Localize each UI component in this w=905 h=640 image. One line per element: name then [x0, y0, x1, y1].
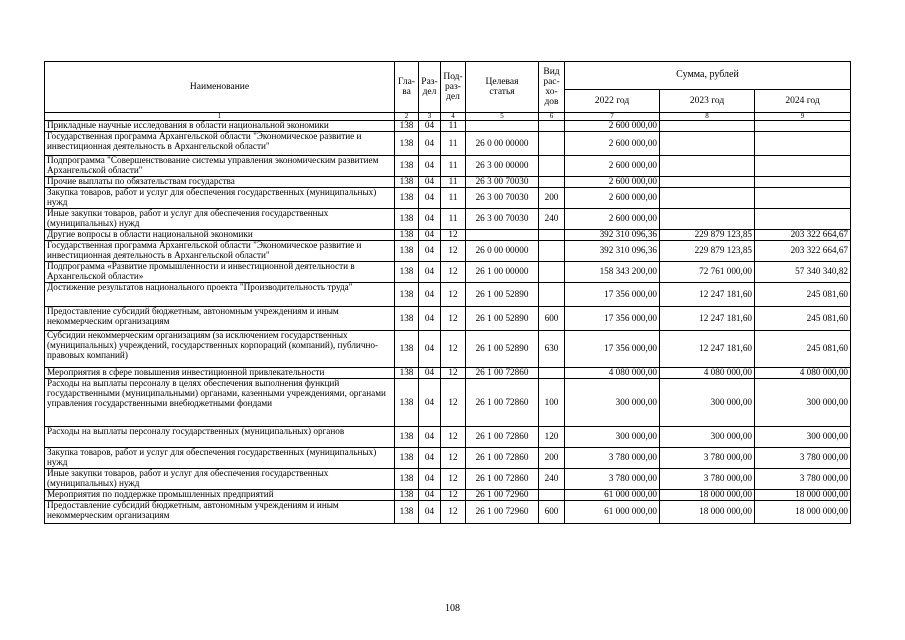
row-sum-2022: 392 310 096,36 [565, 230, 660, 241]
row-sum-2023 [660, 132, 755, 156]
row-razdel: 04 [419, 188, 441, 209]
row-razdel: 04 [419, 156, 441, 177]
row-name: Предоставление субсидий бюджетным, автономным учреждениям и иным некоммерческим организациям [45, 501, 395, 524]
row-podrazdel: 11 [441, 209, 466, 230]
row-razdel: 04 [419, 177, 441, 188]
row-name: Подпрограмма «Развитие промышленности и инвестиционной деятельности в Архангельской области» [45, 262, 395, 283]
row-razdel: 04 [419, 230, 441, 241]
row-target: 26 1 00 72860 [466, 427, 539, 448]
row-sum-2024: 18 000 000,00 [755, 490, 851, 501]
row-vid: 240 [539, 209, 565, 230]
row-sum-2024: 245 081,60 [755, 331, 851, 368]
row-sum-2023: 300 000,00 [660, 379, 755, 427]
table-row [45, 132, 851, 156]
row-glava: 138 [395, 469, 419, 490]
table-row [45, 262, 851, 283]
row-name: Подпрограмма "Совершенствование системы управления экономическим развитием Архангельской области" [45, 156, 395, 177]
row-name: Другие вопросы в области национальной экономики [45, 230, 395, 241]
row-razdel: 04 [419, 469, 441, 490]
header-2022: 2022 год [565, 90, 660, 113]
column-number: 6 [539, 113, 565, 121]
row-podrazdel: 11 [441, 121, 466, 132]
row-target: 26 0 00 00000 [466, 241, 539, 262]
row-target: 26 1 00 52890 [466, 283, 539, 307]
row-name: Государственная программа Архангельской области "Экономическое развитие и инвестиционная деятельность в Архангельской области" [45, 241, 395, 262]
row-sum-2023 [660, 177, 755, 188]
row-sum-2023: 300 000,00 [660, 427, 755, 448]
row-glava: 138 [395, 283, 419, 307]
row-vid [539, 156, 565, 177]
row-podrazdel: 12 [441, 307, 466, 331]
row-sum-2024 [755, 209, 851, 230]
table-row [45, 307, 851, 331]
row-sum-2023: 12 247 181,60 [660, 331, 755, 368]
header-podrazdel: Под- раз- дел [441, 62, 466, 113]
table-row [45, 501, 851, 524]
table-row [45, 209, 851, 230]
header-name: Наименование [45, 62, 395, 113]
row-sum-2023 [660, 188, 755, 209]
row-podrazdel: 12 [441, 241, 466, 262]
table-row [45, 156, 851, 177]
row-sum-2023 [660, 121, 755, 132]
row-sum-2022: 300 000,00 [565, 379, 660, 427]
row-target: 26 1 00 72960 [466, 490, 539, 501]
row-vid [539, 283, 565, 307]
row-sum-2023 [660, 156, 755, 177]
row-sum-2022: 2 600 000,00 [565, 121, 660, 132]
row-razdel: 04 [419, 241, 441, 262]
row-podrazdel: 11 [441, 177, 466, 188]
row-vid [539, 262, 565, 283]
row-glava: 138 [395, 490, 419, 501]
row-sum-2022: 392 310 096,36 [565, 241, 660, 262]
column-number: 3 [419, 113, 441, 121]
row-sum-2024: 203 322 664,67 [755, 230, 851, 241]
row-podrazdel: 12 [441, 379, 466, 427]
header-2023: 2023 год [660, 90, 755, 113]
row-vid [539, 177, 565, 188]
table-row [45, 331, 851, 368]
row-vid [539, 241, 565, 262]
row-name: Закупка товаров, работ и услуг для обеспечения государственных (муниципальных) нужд [45, 448, 395, 469]
row-podrazdel: 12 [441, 283, 466, 307]
row-razdel: 04 [419, 121, 441, 132]
row-podrazdel: 12 [441, 427, 466, 448]
row-vid [539, 132, 565, 156]
row-sum-2024: 245 081,60 [755, 307, 851, 331]
row-name: Иные закупки товаров, работ и услуг для обеспечения государственных (муниципальных) нужд [45, 209, 395, 230]
row-podrazdel: 12 [441, 501, 466, 524]
row-sum-2023 [660, 209, 755, 230]
row-target: 26 3 00 00000 [466, 156, 539, 177]
row-vid: 100 [539, 379, 565, 427]
column-number: 9 [755, 113, 851, 121]
row-target: 26 3 00 70030 [466, 177, 539, 188]
table-row [45, 469, 851, 490]
row-target: 26 1 00 00000 [466, 262, 539, 283]
row-razdel: 04 [419, 490, 441, 501]
row-razdel: 04 [419, 427, 441, 448]
row-name: Государственная программа Архангельской области "Экономическое развитие и инвестиционная деятельность в Архангельской области" [45, 132, 395, 156]
row-target: 26 3 00 70030 [466, 188, 539, 209]
row-glava: 138 [395, 368, 419, 379]
page-number: 108 [445, 603, 460, 614]
row-podrazdel: 11 [441, 156, 466, 177]
column-number-row [45, 113, 851, 121]
row-podrazdel: 11 [441, 132, 466, 156]
row-glava: 138 [395, 121, 419, 132]
row-target [466, 230, 539, 241]
row-sum-2022: 2 600 000,00 [565, 177, 660, 188]
table-row [45, 241, 851, 262]
row-sum-2022: 17 356 000,00 [565, 307, 660, 331]
row-glava: 138 [395, 262, 419, 283]
header-sum: Сумма, рублей [565, 62, 851, 90]
table-row [45, 379, 851, 427]
row-sum-2022: 4 080 000,00 [565, 368, 660, 379]
row-podrazdel: 12 [441, 469, 466, 490]
row-sum-2023: 12 247 181,60 [660, 283, 755, 307]
column-number: 5 [466, 113, 539, 121]
row-target: 26 1 00 72860 [466, 379, 539, 427]
row-sum-2024: 3 780 000,00 [755, 448, 851, 469]
row-target: 26 1 00 72960 [466, 501, 539, 524]
row-sum-2022: 2 600 000,00 [565, 132, 660, 156]
row-sum-2024 [755, 156, 851, 177]
row-name: Прикладные научные исследования в области национальной экономики [45, 121, 395, 132]
row-sum-2024 [755, 177, 851, 188]
row-sum-2024: 18 000 000,00 [755, 501, 851, 524]
row-vid: 240 [539, 469, 565, 490]
table-row [45, 368, 851, 379]
row-sum-2024: 300 000,00 [755, 379, 851, 427]
column-number: 7 [565, 113, 660, 121]
row-glava: 138 [395, 209, 419, 230]
row-sum-2022: 61 000 000,00 [565, 501, 660, 524]
row-glava: 138 [395, 427, 419, 448]
row-target [466, 121, 539, 132]
row-vid [539, 230, 565, 241]
row-sum-2022: 2 600 000,00 [565, 209, 660, 230]
row-vid: 120 [539, 427, 565, 448]
column-number: 2 [395, 113, 419, 121]
row-sum-2024 [755, 121, 851, 132]
row-vid: 600 [539, 501, 565, 524]
row-glava: 138 [395, 241, 419, 262]
row-glava: 138 [395, 230, 419, 241]
table-row [45, 283, 851, 307]
row-sum-2022: 2 600 000,00 [565, 188, 660, 209]
row-target: 26 3 00 70030 [466, 209, 539, 230]
table-row [45, 427, 851, 448]
row-name: Достижение результатов национального проекта "Производительность труда" [45, 283, 395, 307]
row-name: Закупка товаров, работ и услуг для обеспечения государственных (муниципальных) нужд [45, 188, 395, 209]
table-row [45, 230, 851, 241]
row-vid: 600 [539, 307, 565, 331]
row-razdel: 04 [419, 368, 441, 379]
column-number: 1 [45, 113, 395, 121]
column-number: 4 [441, 113, 466, 121]
budget-table [44, 61, 851, 524]
header-2024: 2024 год [755, 90, 851, 113]
row-vid [539, 121, 565, 132]
row-sum-2022: 61 000 000,00 [565, 490, 660, 501]
row-razdel: 04 [419, 379, 441, 427]
row-sum-2022: 3 780 000,00 [565, 448, 660, 469]
row-podrazdel: 12 [441, 262, 466, 283]
row-sum-2023: 3 780 000,00 [660, 448, 755, 469]
row-glava: 138 [395, 156, 419, 177]
row-vid: 200 [539, 448, 565, 469]
row-vid [539, 368, 565, 379]
row-podrazdel: 12 [441, 331, 466, 368]
row-sum-2023: 4 080 000,00 [660, 368, 755, 379]
row-podrazdel: 12 [441, 448, 466, 469]
row-glava: 138 [395, 448, 419, 469]
row-target: 26 1 00 72860 [466, 448, 539, 469]
row-sum-2024 [755, 188, 851, 209]
row-sum-2024: 203 322 664,67 [755, 241, 851, 262]
row-sum-2024 [755, 132, 851, 156]
row-name: Прочие выплаты по обязательствам государства [45, 177, 395, 188]
row-sum-2023: 229 879 123,85 [660, 241, 755, 262]
row-podrazdel: 12 [441, 230, 466, 241]
row-razdel: 04 [419, 331, 441, 368]
row-target: 26 1 00 72860 [466, 368, 539, 379]
row-sum-2024: 4 080 000,00 [755, 368, 851, 379]
row-glava: 138 [395, 177, 419, 188]
row-podrazdel: 11 [441, 188, 466, 209]
row-razdel: 04 [419, 448, 441, 469]
row-name: Предоставление субсидий бюджетным, автономным учреждениям и иным некоммерческим организациям [45, 307, 395, 331]
table-row [45, 490, 851, 501]
row-vid: 200 [539, 188, 565, 209]
row-sum-2024: 3 780 000,00 [755, 469, 851, 490]
row-podrazdel: 12 [441, 490, 466, 501]
row-sum-2023: 12 247 181,60 [660, 307, 755, 331]
row-target: 26 1 00 52890 [466, 307, 539, 331]
table-row [45, 121, 851, 132]
row-sum-2024: 57 340 340,82 [755, 262, 851, 283]
row-name: Расходы на выплаты персоналу государственных (муниципальных) органов [45, 427, 395, 448]
table-row [45, 177, 851, 188]
row-glava: 138 [395, 188, 419, 209]
row-sum-2024: 300 000,00 [755, 427, 851, 448]
row-target: 26 0 00 00000 [466, 132, 539, 156]
row-name: Субсидии некоммерческим организациям (за исключением государственных (муниципальных) учреждений, государственных корпораций (компаний), публично-правовых компаний) [45, 331, 395, 368]
row-sum-2022: 300 000,00 [565, 427, 660, 448]
row-glava: 138 [395, 379, 419, 427]
row-glava: 138 [395, 501, 419, 524]
row-sum-2023: 18 000 000,00 [660, 490, 755, 501]
header-razdel: Раз- дел [419, 62, 441, 113]
row-glava: 138 [395, 331, 419, 368]
row-target: 26 1 00 72860 [466, 469, 539, 490]
row-sum-2023: 229 879 123,85 [660, 230, 755, 241]
row-sum-2023: 72 761 000,00 [660, 262, 755, 283]
row-sum-2022: 2 600 000,00 [565, 156, 660, 177]
row-name: Мероприятия в сфере повышения инвестиционной привлекательности [45, 368, 395, 379]
row-razdel: 04 [419, 501, 441, 524]
header-target: Целевая статья [466, 62, 539, 113]
row-sum-2023: 3 780 000,00 [660, 469, 755, 490]
row-target: 26 1 00 52890 [466, 331, 539, 368]
row-razdel: 04 [419, 283, 441, 307]
row-vid: 630 [539, 331, 565, 368]
row-vid [539, 490, 565, 501]
row-name: Расходы на выплаты персоналу в целях обеспечения выполнения функций государственными (муниципальными) органами, казенными учреждениями, органами управления государственными внебюджетными фондами [45, 379, 395, 427]
row-sum-2024: 245 081,60 [755, 283, 851, 307]
row-name: Мероприятия по поддержке промышленных предприятий [45, 490, 395, 501]
row-razdel: 04 [419, 262, 441, 283]
row-sum-2023: 18 000 000,00 [660, 501, 755, 524]
row-sum-2022: 3 780 000,00 [565, 469, 660, 490]
row-razdel: 04 [419, 307, 441, 331]
table-row [45, 188, 851, 209]
row-glava: 138 [395, 132, 419, 156]
row-glava: 138 [395, 307, 419, 331]
header-glava: Гла- ва [395, 62, 419, 113]
row-razdel: 04 [419, 209, 441, 230]
row-sum-2022: 158 343 200,00 [565, 262, 660, 283]
column-number: 8 [660, 113, 755, 121]
row-razdel: 04 [419, 132, 441, 156]
row-sum-2022: 17 356 000,00 [565, 283, 660, 307]
table-row [45, 448, 851, 469]
row-name: Иные закупки товаров, работ и услуг для обеспечения государственных (муниципальных) нужд [45, 469, 395, 490]
row-sum-2022: 17 356 000,00 [565, 331, 660, 368]
header-vid: Вид рас- хо- дов [539, 62, 565, 113]
row-podrazdel: 12 [441, 368, 466, 379]
